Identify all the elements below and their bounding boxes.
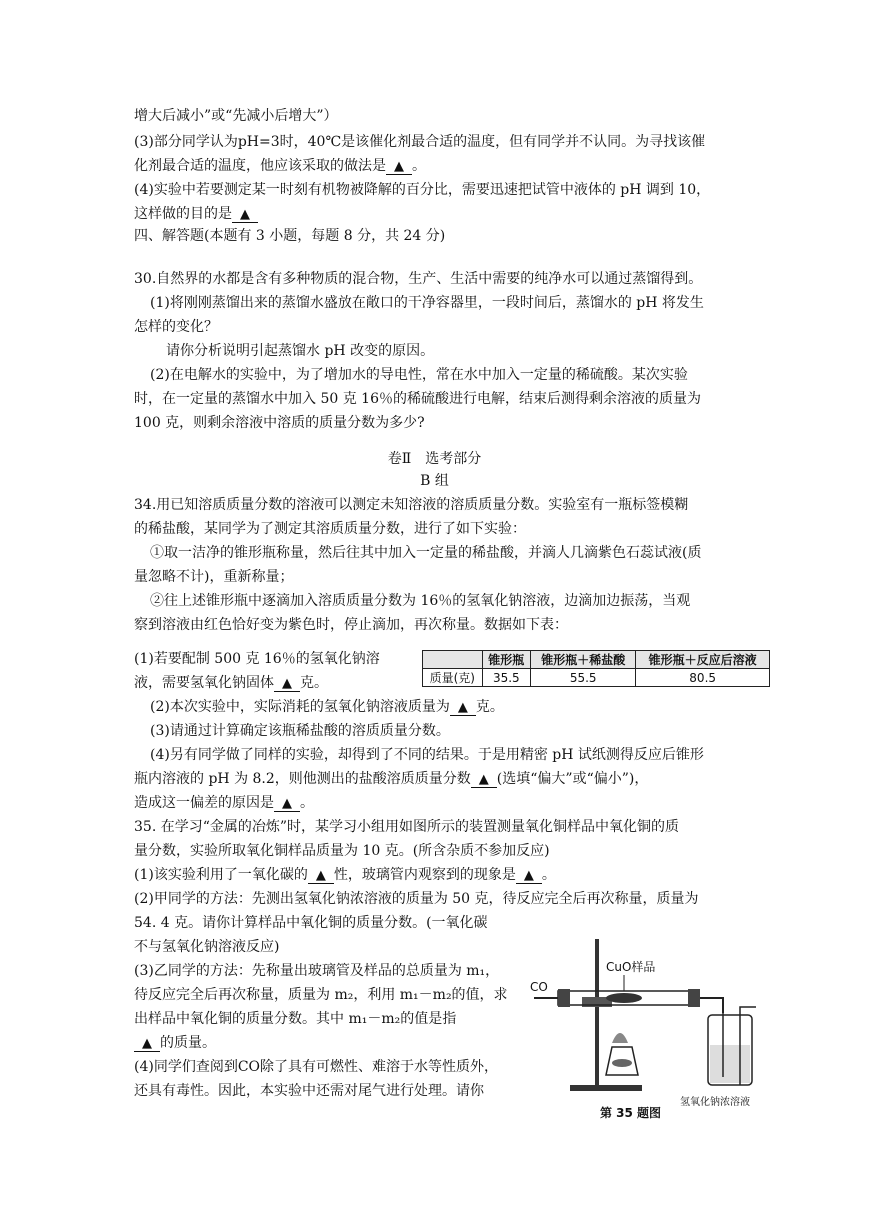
text-line: 还具有毒性。因此，本实验中还需对尾气进行处理。请你 <box>134 1083 484 1099</box>
text-line <box>134 770 648 788</box>
text-line: (2)甲同学的方法：先测出氢氧化钠浓溶液的质量为 50 克，待反应完全后再次称量，质量为 <box>134 891 699 907</box>
line-text: 瓶内溶液的 pH 为 8.2，则他测出的盐酸溶质质量分数 <box>134 771 471 787</box>
table-header-cell: 锥形瓶＋反应后溶液 <box>636 651 770 669</box>
text-line: 不与氢氧化钠溶液反应) <box>134 939 280 955</box>
wash-bottle-icon <box>708 1007 756 1085</box>
text-line: 量忽略不计)，重新称量； <box>134 569 294 585</box>
line-text: 的质量。 <box>160 1035 216 1051</box>
line-text: 性，玻璃管内观察到的现象是 <box>333 867 516 883</box>
table-header-cell <box>423 651 483 669</box>
table-cell: 80.5 <box>636 669 770 687</box>
table-header-cell: 锥形瓶 <box>482 651 531 669</box>
data-table <box>422 650 770 687</box>
text-line: (1)若要配制 500 克 16％的氢氧化钠溶 <box>134 651 380 667</box>
text-line <box>134 794 314 812</box>
text-line: 请你分析说明引起蒸馏水 pH 改变的原因。 <box>166 343 435 359</box>
table-cell: 55.5 <box>531 669 636 687</box>
line-text: (选填“偏大”或“偏小”)， <box>496 771 649 787</box>
text-line <box>134 1034 216 1052</box>
line-text: 。 <box>541 867 556 883</box>
apparatus-figure <box>528 935 778 1120</box>
text-line <box>134 674 328 692</box>
answer-blank: ▲ <box>471 772 497 788</box>
text-line: (3)部分同学认为pH=3时，40℃是该催化剂最合适的温度，但有同学并不认同。为寻找该催 <box>134 134 706 150</box>
table-row <box>423 669 770 687</box>
text-line: ①取一洁净的锥形瓶称量，然后往其中加入一定量的稀盐酸，并滴人几滴紫色石蕊试液(质 <box>150 545 702 561</box>
answer-blank: ▲ <box>516 868 542 884</box>
solution-label: 氢氧化钠浓溶液 <box>680 1097 750 1108</box>
text-line: 化剂最合适的温度，他应该采取的做法是 ▲ 。 <box>134 158 426 174</box>
answer-blank: ▲ <box>274 796 300 812</box>
group-title: B 组 <box>420 473 449 489</box>
text-line <box>134 205 258 223</box>
text-line <box>150 698 504 716</box>
line-text: 这样做的目的是 <box>134 206 232 222</box>
sample-label: CuO样品 <box>606 960 656 974</box>
line-text: 液，需要氢氧化钠固体 <box>134 675 274 691</box>
text-line <box>134 866 556 884</box>
text-line: (1)将刚刚蒸馏出来的蒸馏水盛放在敞口的干净容器里，一段时间后，蒸馏水的 pH 将发生 <box>150 295 704 311</box>
alcohol-lamp-icon <box>606 1033 638 1075</box>
text-line: ②往上述锥形瓶中逐滴加入溶质质量分数为 16％的氢氧化钠溶液，边滴加边振荡，当观 <box>150 593 691 609</box>
line-text: 克。 <box>300 675 328 691</box>
question-35: 35. 在学习“金属的冶炼”时，某学习小组用如图所示的装置测量氧化铜样品中氧化铜的质 <box>134 819 680 835</box>
co-label: CO <box>530 980 548 994</box>
text-line: (3)请通过计算确定该瓶稀盐酸的溶质质量分数。 <box>150 723 450 739</box>
cuo-sample-icon <box>606 975 642 1003</box>
part-title: 卷Ⅱ 选考部分 <box>387 451 482 467</box>
text-line: 增大后减小”或“先减小后增大”） <box>134 108 338 124</box>
text-line: 量分数，实验所取氧化铜样品质量为 10 克。(所含杂质不参加反应) <box>134 843 550 859</box>
section-heading: 四、解答题(本题有 3 小题，每题 8 分，共 24 分) <box>134 228 446 244</box>
answer-blank: ▲ <box>386 159 412 175</box>
text-line: 时，在一定量的蒸馏水中加入 50 克 16％的稀硫酸进行电解，结束后测得剩余溶液的质量为 <box>134 391 701 407</box>
table-cell: 35.5 <box>482 669 531 687</box>
text-line: (3)乙同学的方法：先称量出玻璃管及样品的总质量为 m₁， <box>134 963 500 979</box>
text-line: 待反应完全后再次称量，质量为 m₂，利用 m₁－m₂的值，求 <box>134 987 508 1003</box>
text-line: 察到溶液由红色恰好变为紫色时，停止滴加，再次称量。数据如下表： <box>134 617 568 633</box>
text-line: (2)在电解水的实验中，为了增加水的导电性，常在水中加入一定量的稀硫酸。某次实验 <box>150 367 688 383</box>
text-line: 的稀盐酸，某同学为了测定其溶质质量分数，进行了如下实验： <box>134 521 526 537</box>
text-line: 100 克，则剩余溶液中溶质的质量分数为多少? <box>134 415 425 431</box>
line-text: (2)本次实验中，实际消耗的氢氧化钠溶液质量为 <box>150 699 450 715</box>
figure-caption: 第 35 题图 <box>600 1106 662 1120</box>
line-text: (1)该实验利用了一氧化碳的 <box>134 867 308 883</box>
line-text: 。 <box>300 795 314 811</box>
text-line: 出样品中氧化铜的质量分数。其中 m₁－m₂的值是指 <box>134 1011 457 1027</box>
table-header-row <box>423 651 770 669</box>
question-30: 30.自然界的水都是含有多种物质的混合物，生产、生活中需要的纯净水可以通过蒸馏得到。 <box>134 271 703 287</box>
text-line: (4)同学们查阅到CO除了具有可燃性、难溶于水等性质外， <box>134 1059 499 1075</box>
answer-blank: ▲ <box>274 676 300 692</box>
answer-blank: ▲ <box>232 207 258 223</box>
answer-blank: ▲ <box>450 700 476 716</box>
table-row-label: 质量(克) <box>423 669 483 687</box>
answer-blank: ▲ <box>134 1036 160 1052</box>
answer-blank: ▲ <box>308 868 334 884</box>
text-line: (4)实验中若要测定某一时刻有机物被降解的百分比，需要迅速把试管中液体的 pH 调到 10， <box>134 182 711 198</box>
line-text: 化剂最合适的温度，他应该采取的做法是 <box>134 158 386 174</box>
text-line: (4)另有同学做了同样的实验，却得到了不同的结果。于是用精密 pH 试纸测得反应后锥形 <box>150 747 704 763</box>
question-34: 34.用已知溶质质量分数的溶液可以测定未知溶液的溶质质量分数。实验室有一瓶标签模糊 <box>134 497 689 513</box>
line-text: 造成这一偏差的原因是 <box>134 795 274 811</box>
text-line: 怎样的变化？ <box>134 319 218 335</box>
text-line: 54. 4 克。请你计算样品中氧化铜的质量分数。(一氧化碳 <box>134 915 488 931</box>
table-header-cell: 锥形瓶＋稀盐酸 <box>531 651 636 669</box>
line-text: 克。 <box>475 699 504 715</box>
